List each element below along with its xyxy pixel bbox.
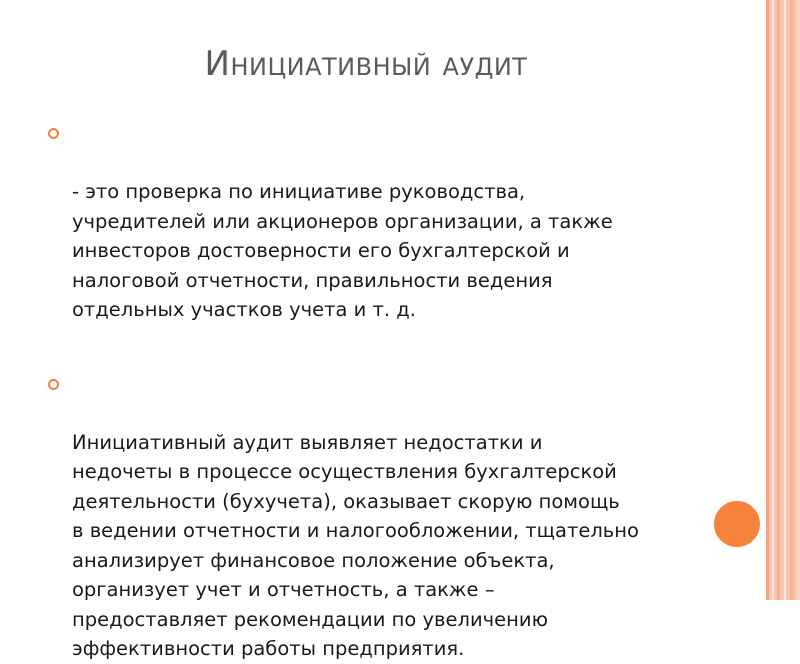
decorative-stripe [772,0,774,600]
slide-title: Инициативный аудит [204,44,528,84]
bullet-list [48,118,698,664]
decorative-stripe [766,0,769,600]
bullet-text: Инициативный аудит выявляет недостатки и недочеты в процессе осуществления бухгалтерской деятельности (бухучета), оказывает скорую помощь в ведении отчетности и налогообложении, тщательно анализирует финансовое положение объекта, организует учет и отчетность, а также – предоставляет рекомендации по увеличению эффективности работы предприятия. [72,430,639,660]
bullet-item [48,118,698,325]
bullet-text: - это проверка по инициативе руководства, учредителей или акционеров организации, а также инвесторов достоверности его бухгалтерской и налоговой отчетности, правильности ведения отдельных участков учета и т. д. [72,180,613,321]
decorative-stripe [784,0,786,600]
bullet-circle-icon [48,379,59,390]
decorative-stripe [777,0,780,600]
decorative-stripe [790,0,794,600]
bullet-item [48,369,698,664]
bullet-circle-icon [48,128,59,139]
decorative-circle [711,498,763,550]
